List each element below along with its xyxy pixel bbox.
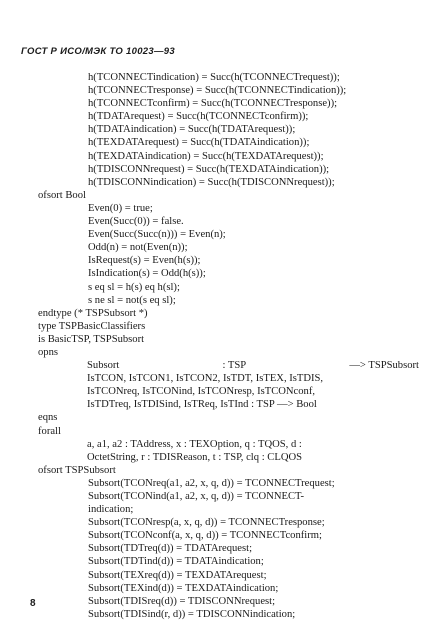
text-line: h(TDISCONNrequest) = Succ(h(TEXDATAindication));: [88, 163, 330, 175]
text-line: h(TCONNECTresponse) = Succ(h(TCONNECTindication));: [88, 85, 347, 97]
text-line: Subsort(TDTind(d)) = TDATAindication;: [88, 556, 264, 568]
text-line: s eq sl = h(s) eq h(sl);: [88, 281, 180, 293]
text-line: indication;: [88, 504, 134, 516]
text-line: IsTCONreq, IsTCONind, IsTCONresp, IsTCONconf,: [87, 386, 316, 398]
text-line: Even(Succ(0)) = false.: [88, 216, 184, 228]
text-line: forall: [38, 425, 61, 437]
text-line: Subsort(TDISind(r, d)) = TDISCONNindication;: [88, 608, 296, 620]
text-line: s ne sl = not(s eq sl);: [88, 294, 176, 306]
text-line: h(TEXDATAindication) = Succ(h(TEXDATArequest));: [88, 150, 324, 162]
text-line: h(TCONNECTconfirm) = Succ(h(TCONNECTresponse));: [88, 98, 338, 110]
text-line: Subsort(TCONreq(a1, a2, x, q, d)) = TCONNECTrequest;: [88, 477, 335, 489]
text-line: Subsort(TEXind(d)) = TEXDATAindication;: [88, 582, 279, 594]
text-column: Subsort: [87, 360, 120, 372]
text-line: Even(0) = true;: [88, 202, 153, 214]
text-line: h(TEXDATArequest) = Succ(h(TDATAindication));: [88, 137, 310, 149]
text-line: ofsort TSPSubsort: [38, 464, 116, 476]
text-line: Even(Succ(Succ(n))) = Even(n);: [88, 229, 226, 241]
text-line: Odd(n) = not(Even(n));: [88, 242, 188, 254]
text-line: endtype (* TSPSubsort *): [38, 307, 148, 319]
standard-header: ГОСТ Р ИСО/МЭК ТО 10023—93: [21, 46, 175, 57]
text-line: h(TDATAindication) = Succ(h(TDATArequest));: [88, 124, 296, 136]
text-line: [0, 359, 419, 372]
text-line: h(TDATArequest) = Succ(h(TCONNECTconfirm));: [88, 111, 309, 123]
text-line: Subsort(TDISreq(d)) = TDISCONNrequest;: [88, 595, 276, 607]
text-line: Subsort(TEXreq(d)) = TEXDATArequest;: [88, 569, 267, 581]
specification-text: [0, 71, 427, 621]
text-line: Subsort(TCONind(a1, a2, x, q, d)) = TCONNECT-: [88, 491, 305, 502]
text-line: OctetString, r : TDISReason, t : TSP, clq : CLQOS: [87, 451, 303, 463]
text-line: opns: [38, 346, 59, 358]
text-line: eqns: [38, 412, 58, 424]
text-column: : TSP: [222, 360, 247, 372]
text-line: a, a1, a2 : TAddress, x : TEXOption, q : TQOS, d :: [87, 438, 302, 450]
text-line: ofsort Bool: [38, 189, 86, 201]
text-line: h(TDISCONNindication) = Succ(h(TDISCONNrequest));: [88, 176, 335, 188]
text-line: IsTDTreq, IsTDISind, IsTReq, IsTInd : TSP —> Bool: [87, 399, 317, 411]
text-line: IsIndication(s) = Odd(h(s));: [88, 268, 206, 280]
text-line: IsTCON, IsTCON1, IsTCON2, IsTDT, IsTEX, IsTDIS,: [87, 373, 324, 385]
text-line: type TSPBasicClassifiers: [38, 320, 146, 332]
text-line: Subsort(TCONresp(a, x, q, d)) = TCONNECTresponse;: [88, 517, 325, 529]
text-line: is BasicTSP, TSPSubsort: [38, 333, 145, 345]
text-line: Subsort(TDTreq(d)) = TDATArequest;: [88, 543, 253, 555]
text-line: Subsort(TCONconf(a, x, q, d)) = TCONNECTconfirm;: [88, 530, 322, 542]
text-line: h(TCONNECTindication) = Succ(h(TCONNECTrequest));: [88, 72, 340, 83]
text-column: —> TSPSubsort: [349, 360, 419, 372]
text-line: IsRequest(s) = Even(h(s));: [88, 255, 201, 267]
page-number: 8: [30, 598, 36, 609]
